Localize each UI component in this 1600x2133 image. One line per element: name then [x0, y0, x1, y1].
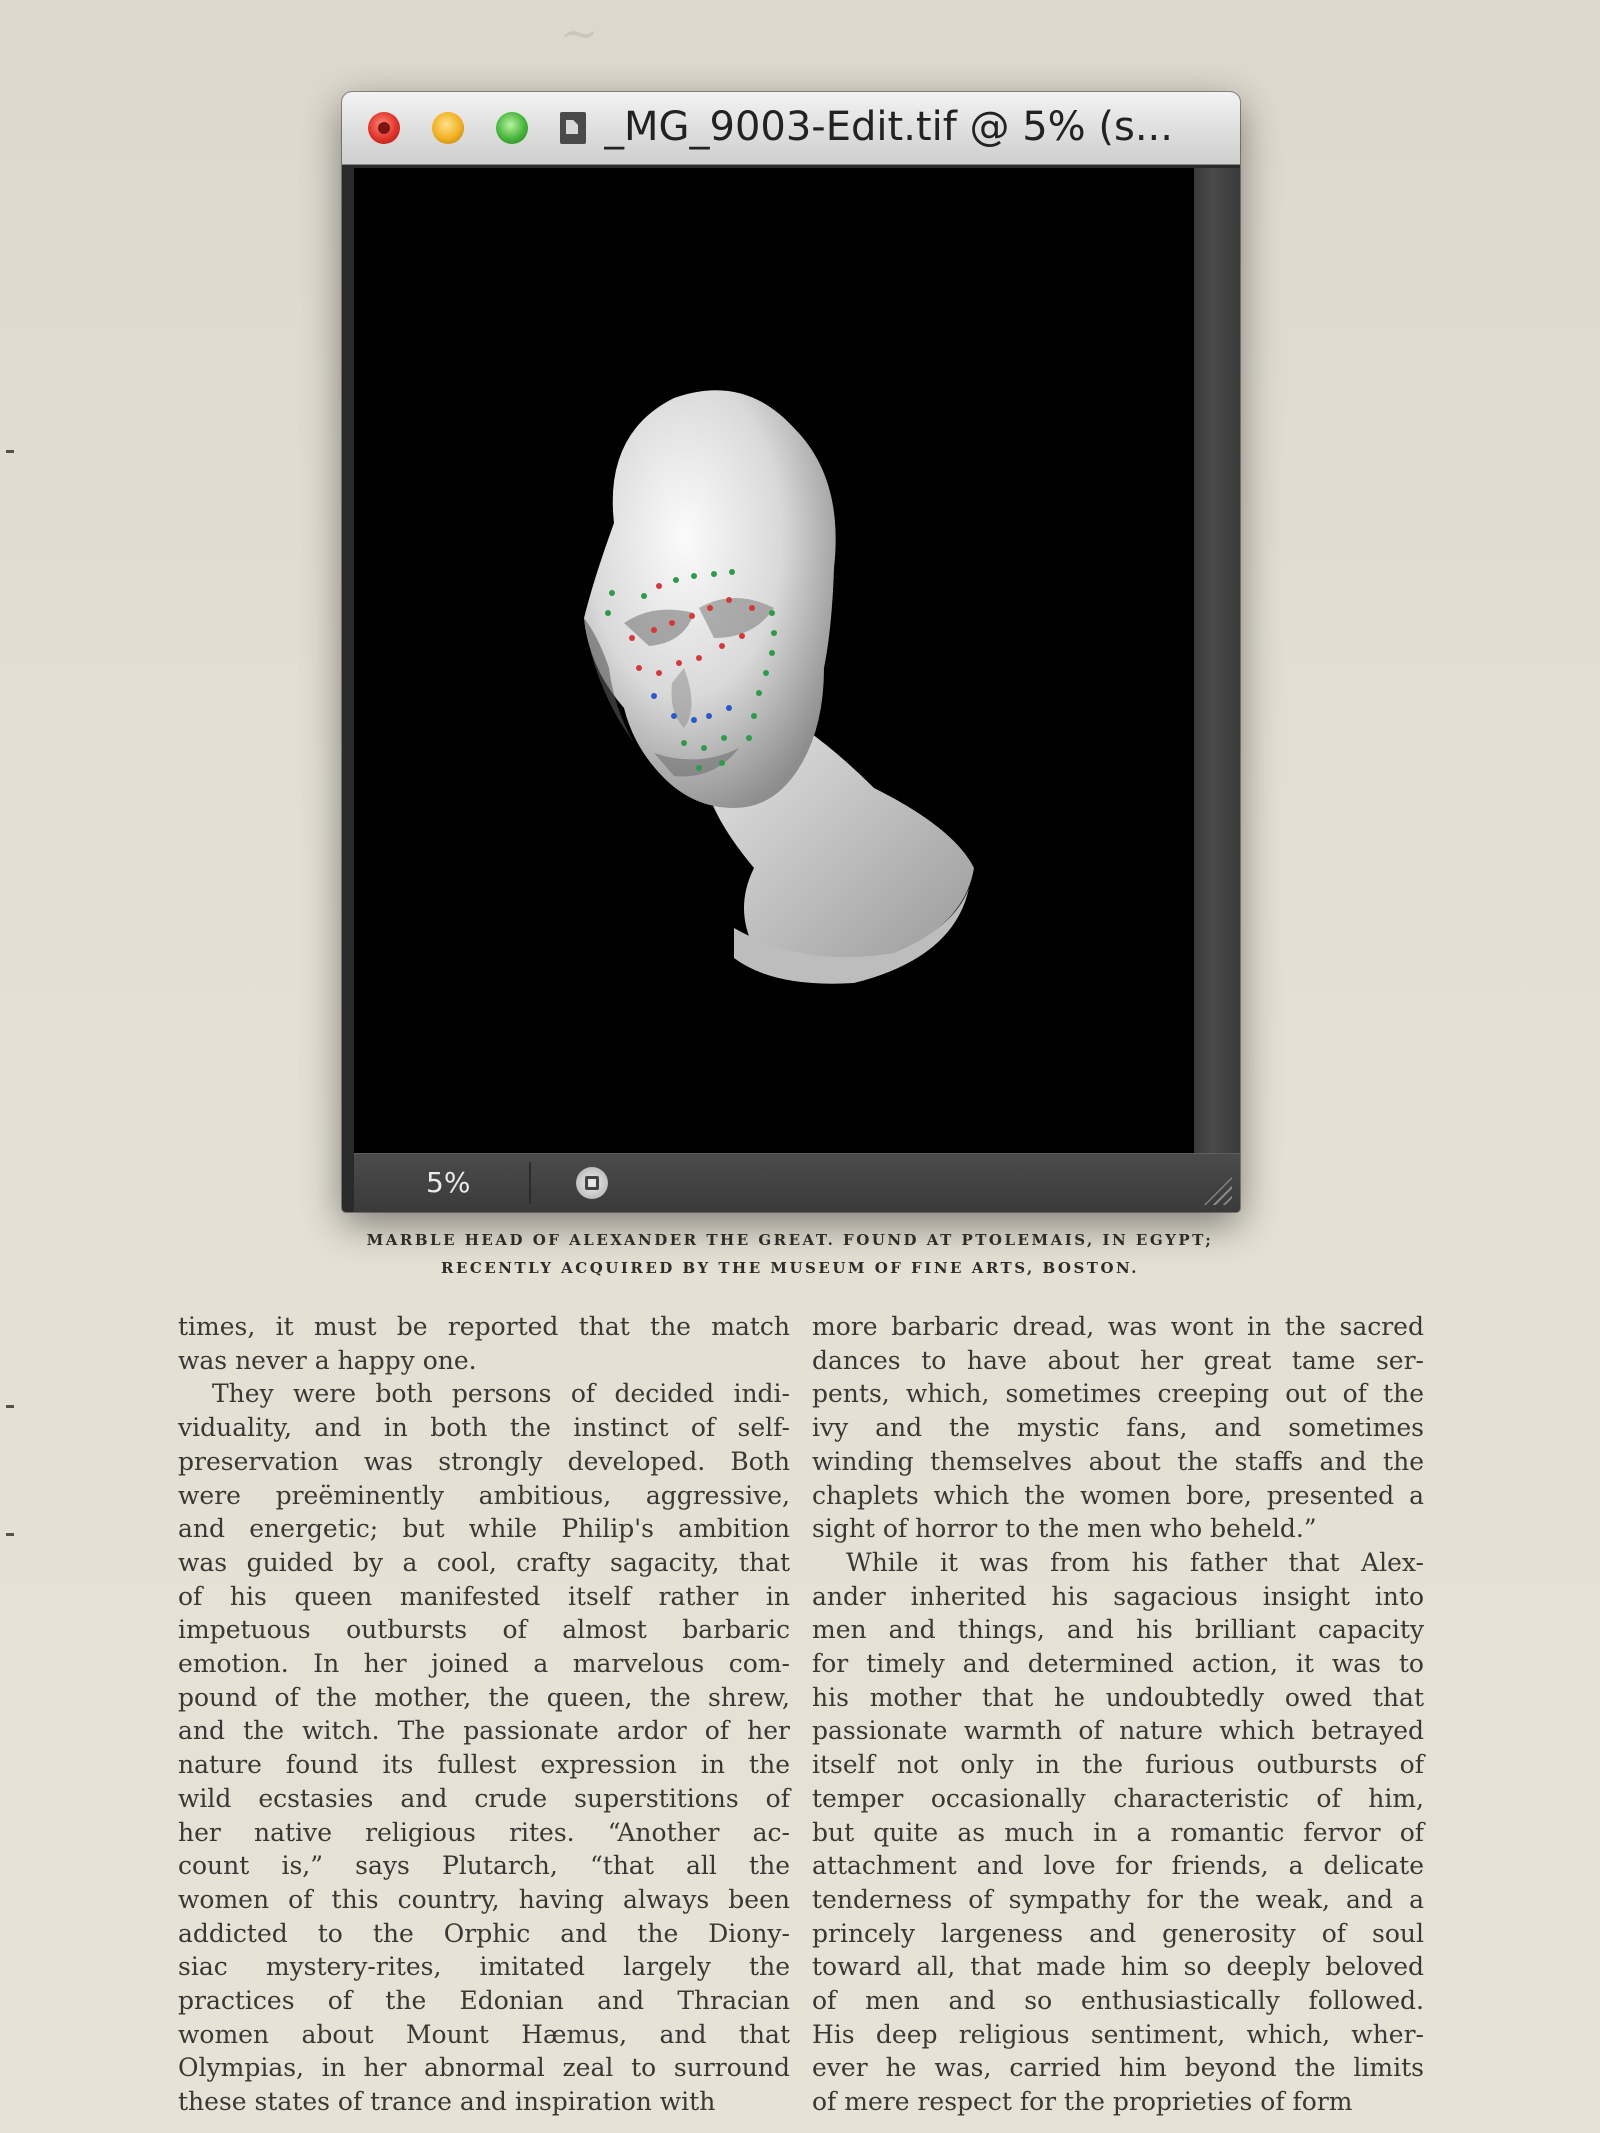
text-line: times, it must be reported that the match	[178, 1312, 790, 1341]
text-line: winding themselves about the staffs and the	[812, 1446, 1424, 1476]
text-line: princely largeness and generosity of soul	[812, 1918, 1424, 1948]
text-line: impetuous outbursts of almost barbaric	[178, 1615, 790, 1645]
text-line: wild ecstasies and crude superstitions of	[178, 1783, 790, 1813]
close-icon	[378, 122, 390, 134]
article-column-left	[178, 1310, 790, 2119]
text-line: were preëminently ambitious, aggressive,	[178, 1480, 790, 1510]
text-line: itself not only in the furious outbursts of	[812, 1750, 1424, 1780]
text-line: While it was from his father that Alex-	[846, 1547, 1424, 1577]
text-line: and the witch. The passionate ardor of her	[178, 1716, 790, 1746]
figure-caption	[340, 1226, 1240, 1282]
text-line: ever he was, carried him beyond the limits	[812, 2053, 1424, 2083]
text-line: more barbaric dread, was wont in the sacred	[812, 1312, 1424, 1341]
image-canvas[interactable]	[354, 168, 1194, 1153]
text-line: nature found its fullest expression in the	[178, 1750, 790, 1780]
text-line: these states of trance and inspiration with	[178, 2087, 716, 2117]
document-proxy-icon[interactable]	[560, 112, 586, 144]
text-line: preservation was strongly developed. Both	[178, 1446, 790, 1476]
text-line: emotion. In her joined a marvelous com-	[178, 1649, 790, 1679]
text-line: pound of the mother, the queen, the shrew,	[178, 1682, 790, 1712]
text-line: but quite as much in a romantic fervor of	[812, 1817, 1424, 1847]
marble-head-photo	[354, 168, 1194, 1153]
text-line: Olympias, in her abnormal zeal to surround	[178, 2053, 790, 2083]
text-line: was never a happy one.	[178, 1345, 477, 1375]
text-line: of mere respect for the proprieties of form	[812, 2087, 1353, 2117]
text-line: addicted to the Orphic and the Diony-	[178, 1918, 790, 1948]
text-line: tenderness of sympathy for the weak, and a	[812, 1884, 1424, 1914]
text-line: for timely and determined action, it was to	[812, 1649, 1424, 1679]
text-line: His deep religious sentiment, which, wher-	[812, 2019, 1424, 2049]
text-line: ivy and the mystic fans, and sometimes	[812, 1413, 1424, 1443]
minimize-window-button[interactable]	[432, 112, 464, 144]
pencil-annotation: ~	[560, 6, 603, 60]
text-line: of men and so enthusiastically followed.	[812, 1986, 1424, 2016]
text-line: her native religious rites. “Another ac-	[178, 1817, 790, 1847]
text-line: ander inherited his sagacious insight into	[812, 1581, 1424, 1611]
text-line: toward all, that made him so deeply beloved	[812, 1952, 1424, 1982]
text-line: and energetic; but while Philip's ambition	[178, 1514, 790, 1544]
caption-line: RECENTLY ACQUIRED BY THE MUSEUM OF FINE ARTS, BOSTON.	[441, 1259, 1139, 1277]
text-line: sight of horror to the men who beheld.”	[812, 1514, 1317, 1544]
text-line: women of this country, having always been	[178, 1884, 790, 1914]
caption-line: MARBLE HEAD OF ALEXANDER THE GREAT. FOUND AT PTOLEMAIS, IN EGYPT;	[366, 1231, 1214, 1249]
text-line: practices of the Edonian and Thracian	[178, 1986, 790, 2016]
status-menu-icon[interactable]	[576, 1167, 608, 1199]
text-line: passionate warmth of nature which betrayed	[812, 1716, 1424, 1746]
zoom-level[interactable]: 5%	[426, 1166, 471, 1199]
text-line: viduality, and in both the instinct of self-	[178, 1413, 790, 1443]
text-line: pents, which, sometimes creeping out of the	[812, 1379, 1424, 1409]
image-document-window[interactable]	[342, 92, 1240, 1212]
text-line: temper occasionally characteristic of him,	[812, 1783, 1424, 1813]
margin-mark	[6, 1405, 14, 1408]
vertical-scrollbar[interactable]	[1194, 168, 1240, 1153]
zoom-window-button[interactable]	[496, 112, 528, 144]
text-line: attachment and love for friends, a delicate	[812, 1851, 1424, 1881]
text-line: siac mystery-rites, imitated largely the	[178, 1952, 790, 1982]
window-titlebar[interactable]	[342, 92, 1240, 165]
text-line: chaplets which the women bore, presented a	[812, 1480, 1424, 1510]
text-line: his mother that he undoubtedly owed that	[812, 1682, 1424, 1712]
margin-mark	[6, 450, 14, 453]
text-line: of his queen manifested itself rather in	[178, 1581, 790, 1611]
text-line: was guided by a cool, crafty sagacity, that	[178, 1547, 790, 1577]
text-line: dances to have about her great tame ser-	[812, 1345, 1424, 1375]
text-line: They were both persons of decided indi-	[212, 1379, 790, 1409]
article-column-right	[812, 1310, 1424, 2119]
status-divider	[529, 1162, 531, 1204]
document-status-bar	[354, 1153, 1240, 1212]
text-line: men and things, and his brilliant capacity	[812, 1615, 1424, 1645]
text-line: count is,” says Plutarch, “that all the	[178, 1851, 790, 1881]
close-window-button[interactable]	[368, 112, 400, 144]
text-line: women about Mount Hæmus, and that	[178, 2019, 790, 2049]
resize-grip-icon[interactable]	[1204, 1177, 1232, 1205]
margin-mark	[6, 1533, 14, 1536]
window-title: _MG_9003-Edit.tif @ 5% (s...	[604, 104, 1173, 150]
